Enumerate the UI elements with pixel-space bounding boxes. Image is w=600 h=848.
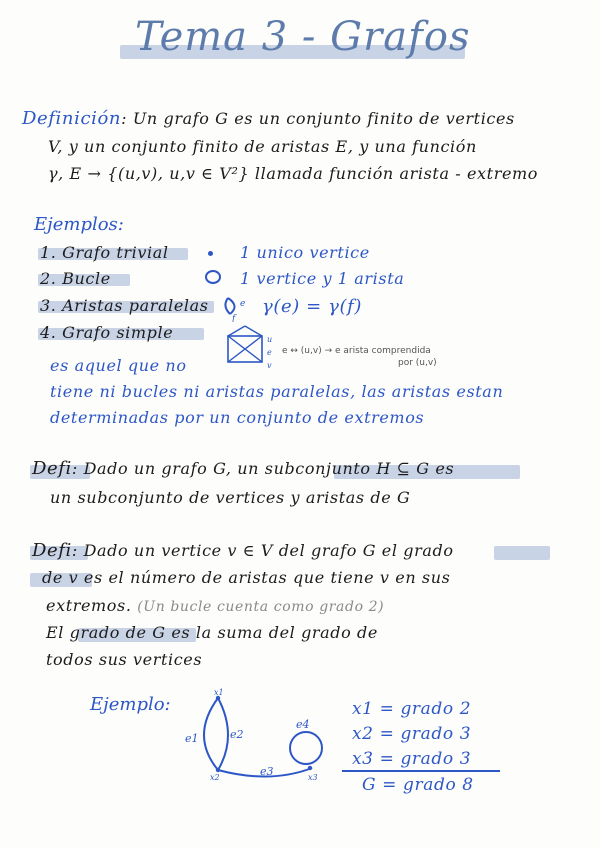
defi1-label: Defi xyxy=(32,458,72,479)
definition-line-2: V, y un conjunto finito de aristas E, y una función xyxy=(48,137,477,156)
defi1-text-1: : Dado un grafo G, un subconjunto H ⊆ G es xyxy=(71,459,455,478)
result-x1: x1 = grado 2 xyxy=(352,699,472,719)
example-3-desc: γ(e) = γ(f) xyxy=(262,296,363,317)
defi2-line-2: de v es el número de aristas que tiene v en sus xyxy=(42,568,451,587)
example-2-label: 2. Bucle xyxy=(40,269,111,288)
simple-graph-line-1: es aquel que no xyxy=(50,356,187,375)
defi1-line-2: un subconjunto de vertices y aristas de G xyxy=(50,488,411,507)
trivial-vertex-icon xyxy=(208,251,213,256)
edge-e1: e1 xyxy=(185,732,199,745)
defi1-line-1 xyxy=(32,458,454,479)
degree-highlight-1 xyxy=(494,546,550,560)
result-x2: x2 = grado 3 xyxy=(352,724,472,744)
definition-label: Definición xyxy=(22,108,122,129)
example-1-label: 1. Grafo trivial xyxy=(40,243,169,262)
definition-line-1 xyxy=(22,108,515,129)
edge-note-2: por (u,v) xyxy=(398,358,437,368)
total-degree: G = grado 8 xyxy=(362,775,474,795)
defi2-label: Defi xyxy=(32,540,72,561)
simple-graph-diagram xyxy=(222,324,276,370)
page-title: Tema 3 - Grafos xyxy=(135,14,471,60)
definition-text-1: Un grafo G es un conjunto finito de vertices xyxy=(132,109,515,128)
simple-graph-line-3: determinadas por un conjunto de extremos xyxy=(50,408,425,427)
loop-icon xyxy=(205,270,221,284)
edge-e2: e2 xyxy=(230,728,244,741)
defi2-line-1 xyxy=(32,540,454,561)
simple-label-v: v xyxy=(267,361,272,370)
result-x3: x3 = grado 3 xyxy=(352,749,472,769)
loop-degree-note: (Un bucle cuenta como grado 2) xyxy=(137,599,385,615)
node-x1: x1 xyxy=(214,688,224,697)
parallel-label-f: f xyxy=(232,314,236,322)
defi2-line-3 xyxy=(46,596,384,615)
example-graph-diagram xyxy=(180,686,330,786)
defi2-line-4: El grado de G es la suma del grado de xyxy=(46,623,378,642)
defi2-text-1: : Dado un vertice v ∈ V del grafo G el grado xyxy=(71,541,454,560)
simple-graph-line-2: tiene ni bucles ni aristas paralelas, las aristas estan xyxy=(50,382,504,401)
sum-divider xyxy=(342,770,500,772)
defi2-text-3: extremos. xyxy=(46,596,132,615)
simple-label-u: u xyxy=(267,335,273,344)
parallel-edges-icon xyxy=(222,292,252,322)
defi2-line-5: todos sus vertices xyxy=(46,650,203,669)
edge-e3: e3 xyxy=(260,765,274,778)
example-3-label: 3. Aristas paralelas xyxy=(40,296,209,315)
edge-e4: e4 xyxy=(296,718,310,731)
parallel-label-e: e xyxy=(240,299,246,309)
example-1-desc: 1 unico vertice xyxy=(240,243,370,262)
edge-note: e ↔ (u,v) → e arista comprendida xyxy=(282,346,431,356)
example-2-desc: 1 vertice y 1 arista xyxy=(240,269,405,288)
definition-line-3: γ, E → {(u,v), u,v ∈ V²} llamada función arista - extremo xyxy=(48,164,539,183)
example-4-label: 4. Grafo simple xyxy=(40,323,174,342)
definition-sep: : xyxy=(121,109,128,128)
example-heading: Ejemplo: xyxy=(90,694,171,715)
node-x3: x3 xyxy=(308,773,318,782)
simple-label-e: e xyxy=(267,348,272,357)
node-x2: x2 xyxy=(210,773,220,782)
examples-heading: Ejemplos: xyxy=(34,214,124,235)
